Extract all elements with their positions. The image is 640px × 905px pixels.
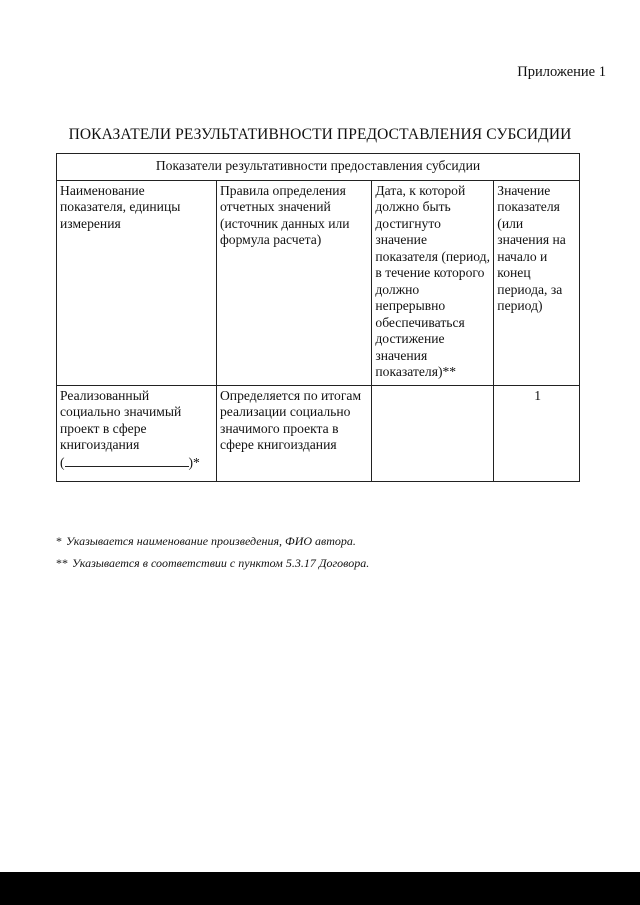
footnote-mark: * bbox=[56, 534, 62, 548]
header-indicator-name: Наименование показателя, единицы измерения bbox=[57, 180, 217, 385]
cell-achievement-date bbox=[372, 385, 494, 481]
table-row bbox=[57, 385, 580, 481]
table-caption: Показатели результативности предоставления субсидии bbox=[57, 154, 580, 181]
footnote-text: Указывается наименование произведения, ФИО автора. bbox=[66, 534, 356, 548]
close-paren-asterisk: )* bbox=[188, 454, 200, 470]
indicator-name-text: Реализованный социально значимый проект в сфере книгоиздания bbox=[60, 387, 182, 452]
footnote-1 bbox=[56, 530, 369, 552]
blank-fill-line bbox=[65, 454, 189, 467]
open-paren: ( bbox=[60, 454, 65, 470]
header-reporting-rules: Правила определения отчетных значений (источник данных или формула расчета) bbox=[216, 180, 371, 385]
cell-indicator-name bbox=[57, 385, 217, 481]
indicators-table bbox=[56, 153, 580, 482]
appendix-label: Приложение 1 bbox=[517, 64, 606, 80]
footnote-2 bbox=[56, 552, 369, 574]
scan-bottom-border bbox=[0, 872, 640, 905]
footnotes bbox=[56, 530, 369, 574]
cell-indicator-value: 1 bbox=[494, 385, 580, 481]
table-caption-row bbox=[57, 154, 580, 181]
header-achievement-date: Дата, к которой должно быть достигнуто значение показателя (период, в течение которого должно непрерывно обеспечиваться достижение значения показателя)** bbox=[372, 180, 494, 385]
table-header-row bbox=[57, 180, 580, 385]
cell-reporting-rule: Определяется по итогам реализации социально значимого проекта в сфере книгоиздания bbox=[216, 385, 371, 481]
document-title: ПОКАЗАТЕЛИ РЕЗУЛЬТАТИВНОСТИ ПРЕДОСТАВЛЕНИЯ СУБСИДИИ bbox=[68, 126, 572, 143]
footnote-mark: ** bbox=[56, 556, 68, 570]
header-indicator-value: Значение показателя (или значения на начало и конец периода, за период) bbox=[494, 180, 580, 385]
footnote-text: Указывается в соответствии с пунктом 5.3.17 Договора. bbox=[72, 556, 370, 570]
